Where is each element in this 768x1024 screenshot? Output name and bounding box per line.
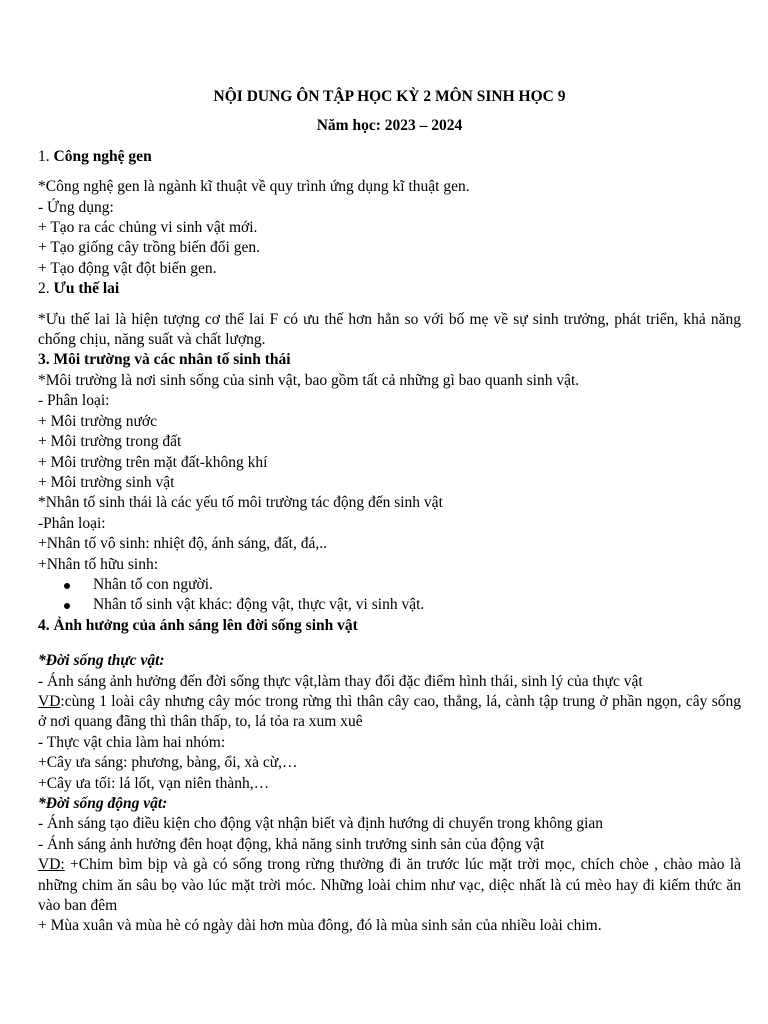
animal-example-text: +Chim bìm bịp và gà có sống trong rừng thường đi ăn trước lúc mặt trời mọc, chích chòe , chào mào là những chim ăn sâu bọ vào lúc mặt trời móc. Những loài chim như vạc, diệc nhất là cú mèo hay đi kiếm thức ăn vào ban đêm xyxy=(38,856,741,915)
text-line: - Ánh sáng tạo điều kiện cho động vật nhận biết và định hướng di chuyển trong không gian xyxy=(38,815,604,833)
section-2-paragraph: *Ưu thế lai là hiện tượng cơ thể lai F có ưu thế hơn hẳn so với bố mẹ về sự sinh trưởng, phát triển, khả năng chống chịu, năng suất và chất lượng. xyxy=(38,310,741,349)
list-item-text: Nhân tố con người. xyxy=(93,575,213,593)
list-item-text: Nhân tố sinh vật khác: động vật, thực vật, vi sinh vật. xyxy=(93,596,425,614)
document-page xyxy=(38,87,741,937)
bullet-dot-icon xyxy=(64,603,70,609)
bullet-list xyxy=(38,575,741,616)
text-line: -Phân loại: xyxy=(38,514,106,532)
text-line: + Mùa xuân và mùa hè có ngày dài hơn mùa đông, đó là mùa sinh sản của nhiều loài chim. xyxy=(38,917,602,935)
text-line: + Tạo động vật đột biến gen. xyxy=(38,259,217,277)
text-line: - Thực vật chia làm hai nhóm: xyxy=(38,733,226,751)
section-2-number: 2. xyxy=(38,280,54,298)
section-2-heading xyxy=(38,279,741,299)
text-line: - Ứng dụng: xyxy=(38,198,114,216)
text-line: + Môi trường sinh vật xyxy=(38,473,175,491)
text-line: - Ánh sáng ảnh hưởng đến đời sống thực vật,làm thay đổi đặc điểm hình thái, sinh lý của thực vật xyxy=(38,672,643,690)
section-1-heading xyxy=(38,147,741,167)
section-1-number: 1. xyxy=(38,147,54,165)
text-line: - Ánh sáng ảnh hưởng đên hoạt động, khả năng sinh trưởng sinh sản của động vật xyxy=(38,835,545,853)
section-1-title: Công nghệ gen xyxy=(53,147,152,165)
plant-example-text: :cùng 1 loài cây nhưng cây móc trong rừng thì thân cây cao, thẳng, lá, cành tập trung ở phần ngọn, cây sống ở nơi quang đãng thì thân thấp, to, lá tỏa ra xum xuê xyxy=(38,692,741,731)
section-4-heading: 4. Ảnh hưởng của ánh sáng lên đời sống sinh vật xyxy=(38,616,358,634)
section-4-body xyxy=(38,651,741,937)
document-title: NỘI DUNG ÔN TẬP HỌC KỲ 2 MÔN SINH HỌC 9 xyxy=(213,88,566,105)
section-3-heading: 3. Môi trường và các nhân tố sinh thái xyxy=(38,351,291,369)
text-line: *Nhân tố sinh thái là các yếu tố môi trường tác động đến sinh vật xyxy=(38,494,443,512)
text-line: +Cây ưa sáng: phương, bàng, ổi, xà cừ,… xyxy=(38,754,298,772)
text-line: +Cây ưa tối: lá lốt, vạn niên thành,… xyxy=(38,774,270,792)
section-1-body xyxy=(38,177,741,279)
school-year: Năm học: 2023 – 2024 xyxy=(316,117,463,135)
list-item xyxy=(38,595,741,615)
animal-example-paragraph xyxy=(38,855,741,916)
text-line: +Nhân tố vô sinh: nhiệt độ, ánh sáng, đất, đá,.. xyxy=(38,535,327,553)
section-2-title: Ưu thế lai xyxy=(53,280,120,298)
text-line: + Môi trường nước xyxy=(38,412,157,430)
animal-life-heading: *Đời sống động vật: xyxy=(38,795,168,812)
text-line: + Tạo ra các chủng vi sinh vật mới. xyxy=(38,219,258,237)
list-item xyxy=(38,575,741,595)
plant-example-paragraph xyxy=(38,692,741,733)
text-line: + Môi trường trên mặt đất-không khí xyxy=(38,453,268,471)
section-3-body xyxy=(38,371,741,616)
example-label: VD xyxy=(38,692,61,710)
text-line: - Phân loại: xyxy=(38,392,110,410)
text-line: + Môi trường trong đất xyxy=(38,433,182,451)
bullet-dot-icon xyxy=(64,583,70,589)
example-label: VD: xyxy=(38,856,65,874)
text-line: + Tạo giống cây trồng biến đổi gen. xyxy=(38,239,260,257)
text-line: +Nhân tố hữu sinh: xyxy=(38,555,159,573)
text-line: *Môi trường là nơi sinh sống của sinh vật, bao gồm tất cả những gì bao quanh sinh vật. xyxy=(38,371,580,389)
plant-life-heading: *Đời sống thực vật: xyxy=(38,652,165,670)
text-line: *Công nghệ gen là ngành kĩ thuật về quy trình ứng dụng kĩ thuật gen. xyxy=(38,178,470,196)
